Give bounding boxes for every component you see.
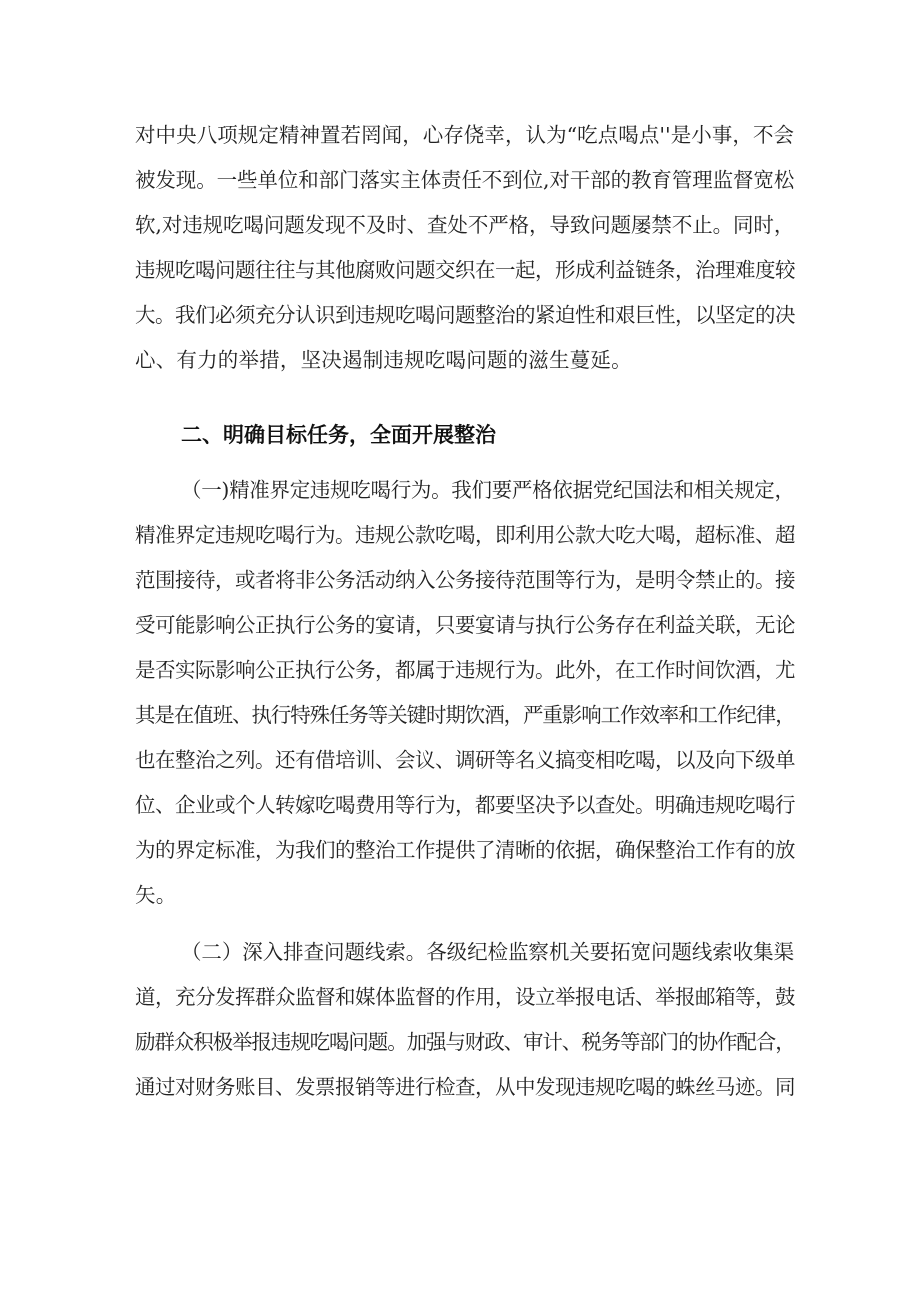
section-heading: 二、明确目标任务，全面开展整治 xyxy=(181,423,496,447)
paragraph-line: 范围接待，或者将非公务活动纳入公务接待范围等行为，是明令禁止的。接 xyxy=(135,568,795,592)
paragraph-line: 也在整治之列。还有借培训、会议、调研等名义搞变相吃喝，以及向下级单 xyxy=(135,748,795,772)
paragraph-line: 其是在值班、执行特殊任务等关键时期饮酒，严重影响工作效率和工作纪律， xyxy=(135,703,795,727)
paragraph-line: （二）深入排查问题线索。各级纪检监察机关要拓宽问题线索收集渠 xyxy=(181,940,794,964)
paragraph-line: 违规吃喝问题往往与其他腐败问题交织在一起，形成利益链条，治理难度较 xyxy=(135,258,795,282)
paragraph-line: 励群众积极举报违规吃喝问题。加强与财政、审计、税务等部门的协作配合， xyxy=(135,1030,795,1054)
paragraph-line: 受可能影响公正执行公务的宴请，只要宴请与执行公务存在利益关联，无论 xyxy=(135,613,795,637)
intro-paragraph xyxy=(135,113,794,383)
paragraph-line: 矢。 xyxy=(135,883,177,907)
paragraph-line: 为的界定标准，为我们的整治工作提供了清晰的依据，确保整治工作有的放 xyxy=(135,838,795,862)
paragraph-line: 通过对财务账目、发票报销等进行检查，从中发现违规吃喝的蛛丝马迹。同 xyxy=(135,1075,795,1099)
paragraph-line: 是否实际影响公正执行公务，都属于违规行为。此外，在工作时间饮酒，尤 xyxy=(135,658,795,682)
paragraph-line: 大。我们必须充分认识到违规吃喝问题整治的紧迫性和艰巨性，以坚定的决 xyxy=(135,303,795,327)
item-one-paragraph xyxy=(135,468,794,918)
paragraph-line: 精准界定违规吃喝行为。违规公款吃喝，即利用公款大吃大喝，超标准、超 xyxy=(135,523,795,547)
paragraph-line: 心、有力的举措，坚决遏制违规吃喝问题的滋生蔓延。 xyxy=(135,348,632,372)
paragraph-line: 软,对违规吃喝问题发现不及时、查处不严格，导致问题屡禁不止。同时， xyxy=(135,213,795,237)
paragraph-line: 被发现。一些单位和部门落实主体责任不到位,对干部的教育管理监督宽松 xyxy=(135,168,795,192)
paragraph-line: 道，充分发挥群众监督和媒体监督的作用，设立举报电话、举报邮箱等，鼓 xyxy=(135,985,795,1009)
item-two-paragraph xyxy=(135,930,794,1110)
paragraph-line: 对中央八项规定精神置若罔闻，心存侥幸，认为“吃点喝点''是小事，不会 xyxy=(135,123,794,147)
paragraph-line: 位、企业或个人转嫁吃喝费用等行为，都要坚决予以查处。明确违规吃喝行 xyxy=(135,793,795,817)
paragraph-line: （一)精准界定违规吃喝行为。我们要严格依据党纪国法和相关规定， xyxy=(181,478,795,502)
